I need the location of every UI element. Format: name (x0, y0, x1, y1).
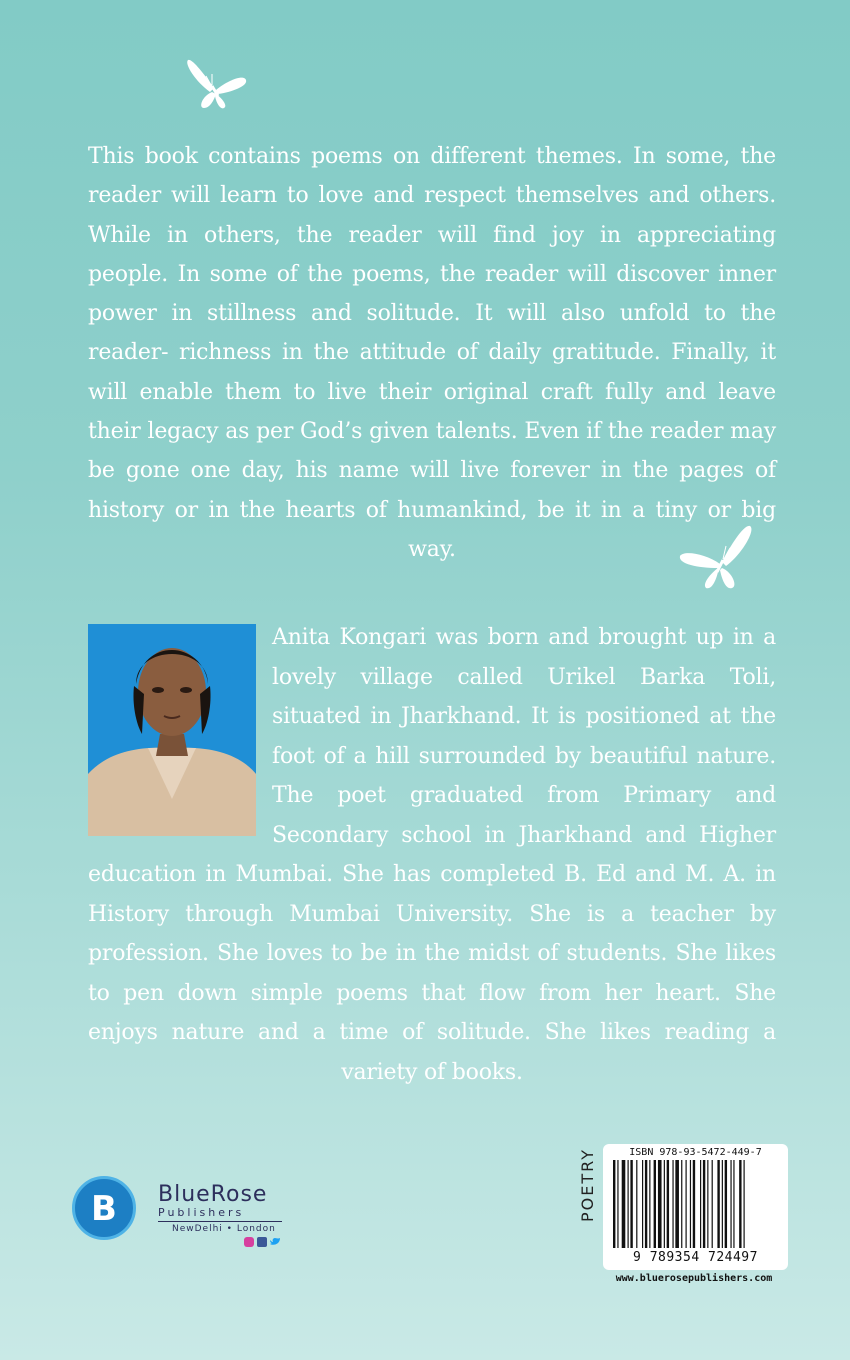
publisher-logo (72, 1176, 312, 1256)
barcode-bars (613, 1160, 778, 1250)
author-photo (88, 624, 256, 836)
barcode-number: 9 789354 724497 (633, 1250, 758, 1265)
butterfly-icon (676, 518, 760, 594)
publisher-website: www.bluerosepublishers.com (615, 1273, 773, 1284)
publisher-divider (158, 1221, 282, 1222)
bluerose-logo-icon (72, 1176, 136, 1240)
publisher-name: BlueRose (158, 1182, 268, 1207)
social-icons (244, 1236, 284, 1248)
twitter-icon (270, 1238, 280, 1245)
publisher-locations: NewDelhi • London (172, 1224, 276, 1234)
publisher-subtitle: Publishers (158, 1206, 245, 1219)
genre-label: POETRY (578, 1148, 597, 1222)
author-bio-text: Anita Kongari was born and brought up in a lovely village called Urikel Barka Toli, situated in Jharkhand. It is positioned at the foot of a hill surrounded by beautiful nature. The poet graduated from Primary and Secondary school in Jharkhand and Higher education in Mumbai. She has completed B. Ed and M. A. in History through Mumbai University. She is a teacher by profession. She loves to be in the midst of students. She likes to pen down simple poems that flow from her heart. She enjoys nature and a time of solitude. She likes reading a variety of books. (88, 625, 776, 1085)
isbn-barcode (603, 1144, 788, 1270)
butterfly-icon (182, 52, 252, 114)
isbn-label: ISBN 978-93-5472-449-7 (629, 1147, 762, 1158)
logo-letter: B (91, 1189, 117, 1229)
facebook-icon (257, 1237, 267, 1247)
author-bio (88, 618, 776, 1092)
book-blurb: This book contains poems on different themes. In some, the reader will learn to love and respect themselves and others. While in others, the reader will find joy in appreciating people. In some of the poems, the reader will discover inner power in stillness and solitude. It will also unfold to the reader- richness in the attitude of daily gratitude. Finally, it will enable them to live their original craft fully and leave their legacy as per God’s given talents. Even if the reader may be gone one day, his name will live forever in the pages of history or in the hearts of humankind, be it in a tiny or big way. (88, 144, 776, 562)
instagram-icon (244, 1237, 254, 1247)
